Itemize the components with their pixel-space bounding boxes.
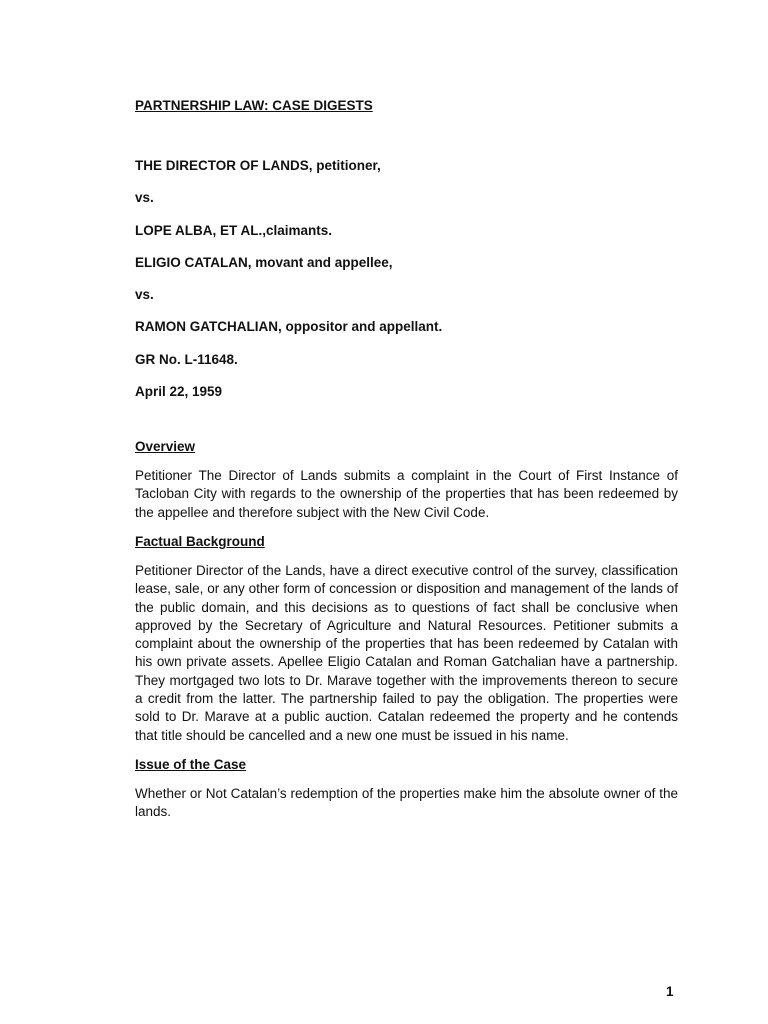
case-number: GR No. L-11648. — [135, 351, 238, 367]
party-line: ELIGIO CATALAN, movant and appellee, — [135, 254, 393, 270]
overview-heading: Overview — [135, 439, 196, 455]
party-line: vs. — [135, 190, 154, 206]
issue-heading: Issue of the Case — [135, 756, 247, 772]
factual-background-text: Petitioner Director of the Lands, have a direct executive control of the survey, classification lease, sale, or any other form of concession or disposition and management of the lands of the public domain, and this decisions as to questions of fact shall be conclusive when approved by the Secretary of Agriculture and Natural Resources. Petitioner submits a complaint about the ownership of the properties that has been redeemed by Catalan with his own private assets. Apellee Eligio Catalan and Roman Gatchalian have a partnership. They mortgaged two lots to Dr. Marave together with the improvements thereon to secure a credit from the latter. The partnership failed to pay the obligation. The properties were sold to Dr. Marave at a public auction. Catalan redeemed the property and he contends that title should be cancelled and a new one must be issued in his name. — [135, 562, 678, 743]
case-date: April 22, 1959 — [135, 384, 223, 400]
party-line: vs. — [135, 287, 154, 303]
issue-text: Whether or Not Catalan’s redemption of the properties make him the absolute owner of the lands. — [135, 785, 678, 820]
factual-background-heading: Factual Background — [135, 533, 265, 549]
document-body — [135, 96, 678, 822]
party-line: RAMON GATCHALIAN, oppositor and appellant. — [135, 319, 443, 335]
party-line: LOPE ALBA, ET AL.,claimants. — [135, 222, 333, 238]
party-line: THE DIRECTOR OF LANDS, petitioner, — [135, 158, 381, 173]
case-parties — [135, 156, 678, 401]
document-title: PARTNERSHIP LAW: CASE DIGESTS — [135, 98, 373, 113]
overview-text: Petitioner The Director of Lands submits a complaint in the Court of First Instance of Tacloban City with regards to the ownership of the properties that has been redeemed by the appellee and therefore subject with the New Civil Code. — [135, 468, 678, 520]
page-number: 1 — [666, 984, 674, 999]
